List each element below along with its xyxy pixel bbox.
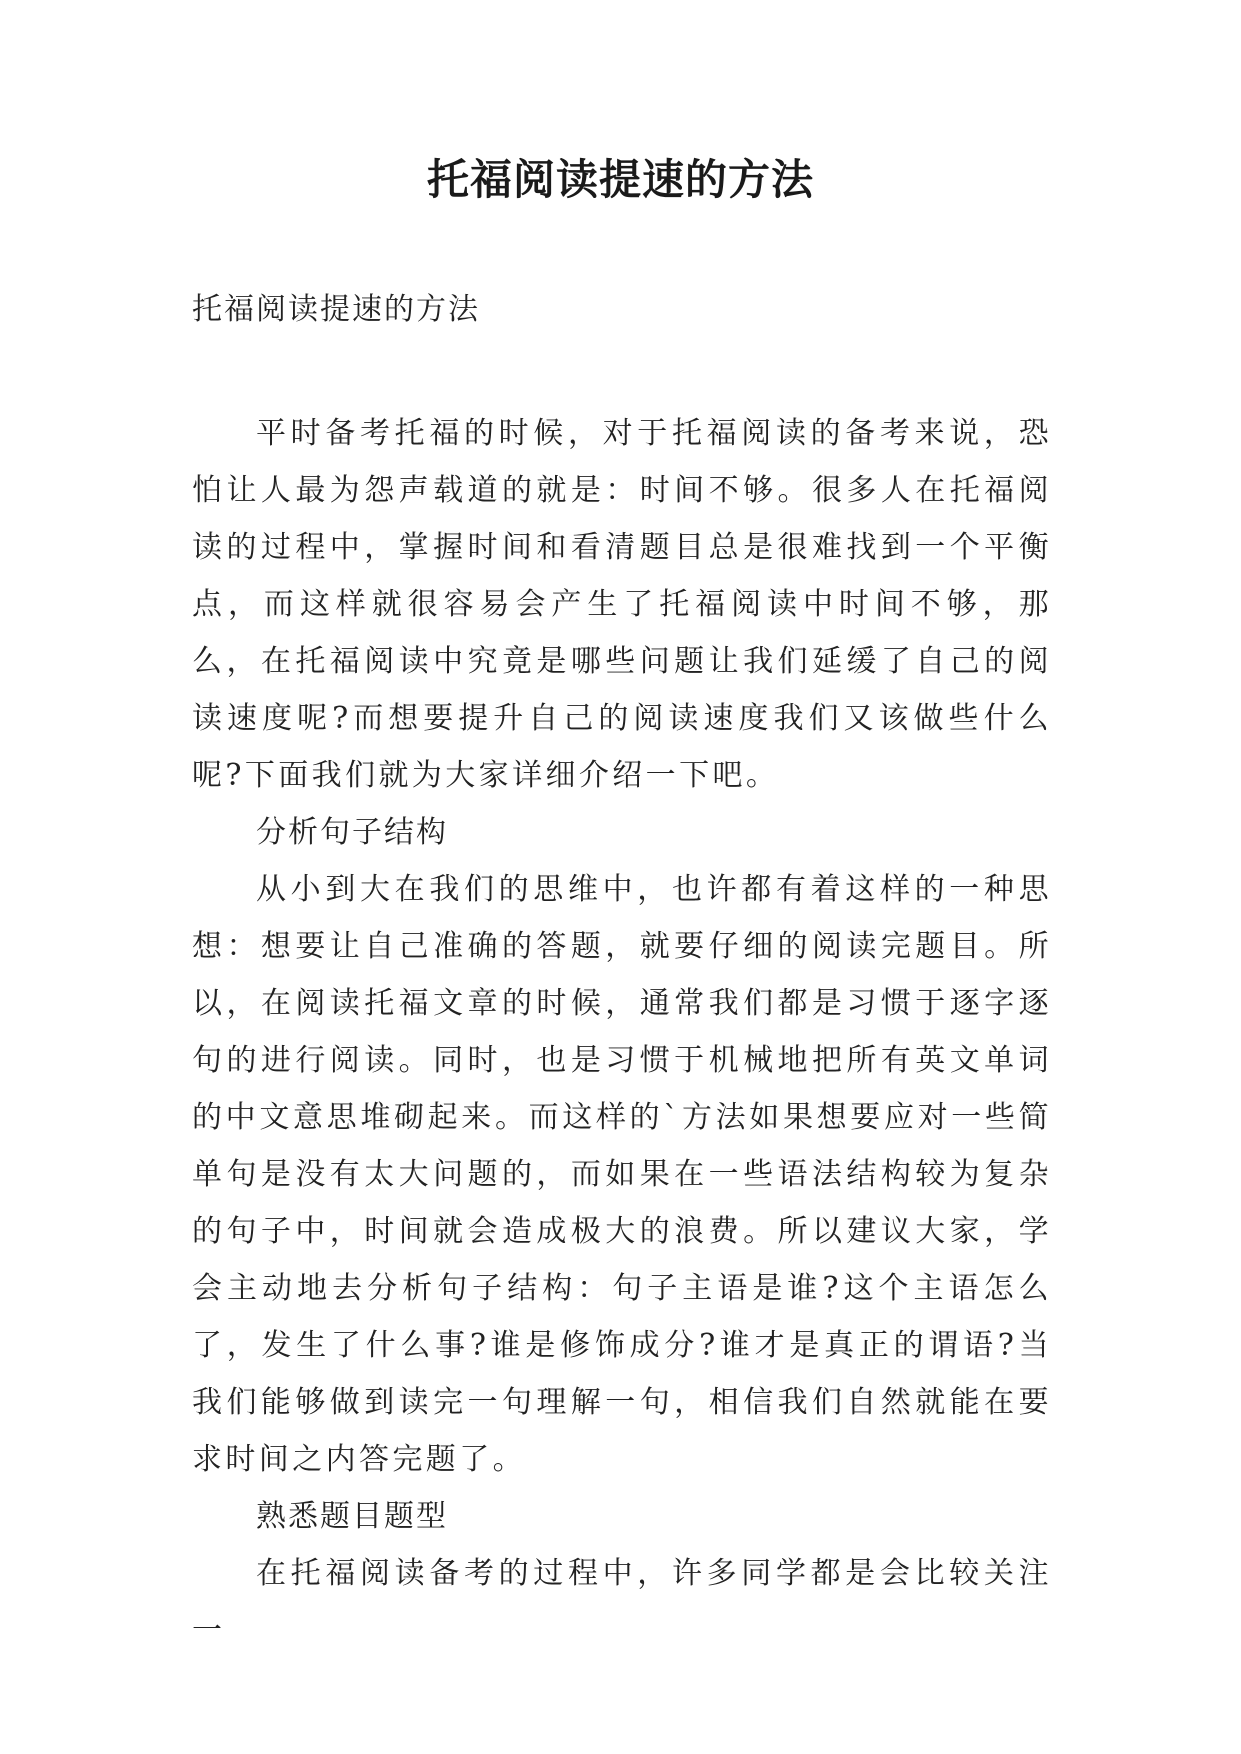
sentence-structure-paragraph: 从小到大在我们的思维中，也许都有着这样的一种思想：想要让自己准确的答题，就要仔细的阅读完题目。所以，在阅读托福文章的时候，通常我们都是习惯于逐字逐句的进行阅读。同时，也是习惯于机械地把所有英文单词的中文意思堆砌起来。而这样的`方法如果想要应对一些简单句是没有太大问题的，而如果在一些语法结构较为复杂的句子中，时间就会造成极大的浪费。所以建议大家，学会主动地去分析句子结构：句子主语是谁?这个主语怎么了，发生了什么事?谁是修饰成分?谁才是真正的谓语?当我们能够做到读完一句理解一句，相信我们自然就能在要求时间之内答完题了。 xyxy=(192,872,1052,1477)
document-subtitle: 托福阅读提速的方法 xyxy=(192,292,480,327)
question-types-paragraph: 在托福阅读备考的过程中，许多同学都是会比较关注一 xyxy=(192,1556,1052,1648)
document-body xyxy=(192,405,1052,1659)
document-title: 托福阅读提速的方法 xyxy=(426,155,814,204)
section-heading-question-types: 熟悉题目题型 xyxy=(256,1499,448,1534)
intro-paragraph: 平时备考托福的时候，对于托福阅读的备考来说，恐怕让人最为怨声载道的就是：时间不够。很多人在托福阅读的过程中，掌握时间和看清题目总是很难找到一个平衡点，而这样就很容易会产生了托福阅读中时间不够，那么，在托福阅读中究竟是哪些问题让我们延缓了自己的阅读速度呢?而想要提升自己的阅读速度我们又该做些什么呢?下面我们就为大家详细介绍一下吧。 xyxy=(192,416,1052,793)
section-heading-sentence-structure: 分析句子结构 xyxy=(256,815,448,850)
